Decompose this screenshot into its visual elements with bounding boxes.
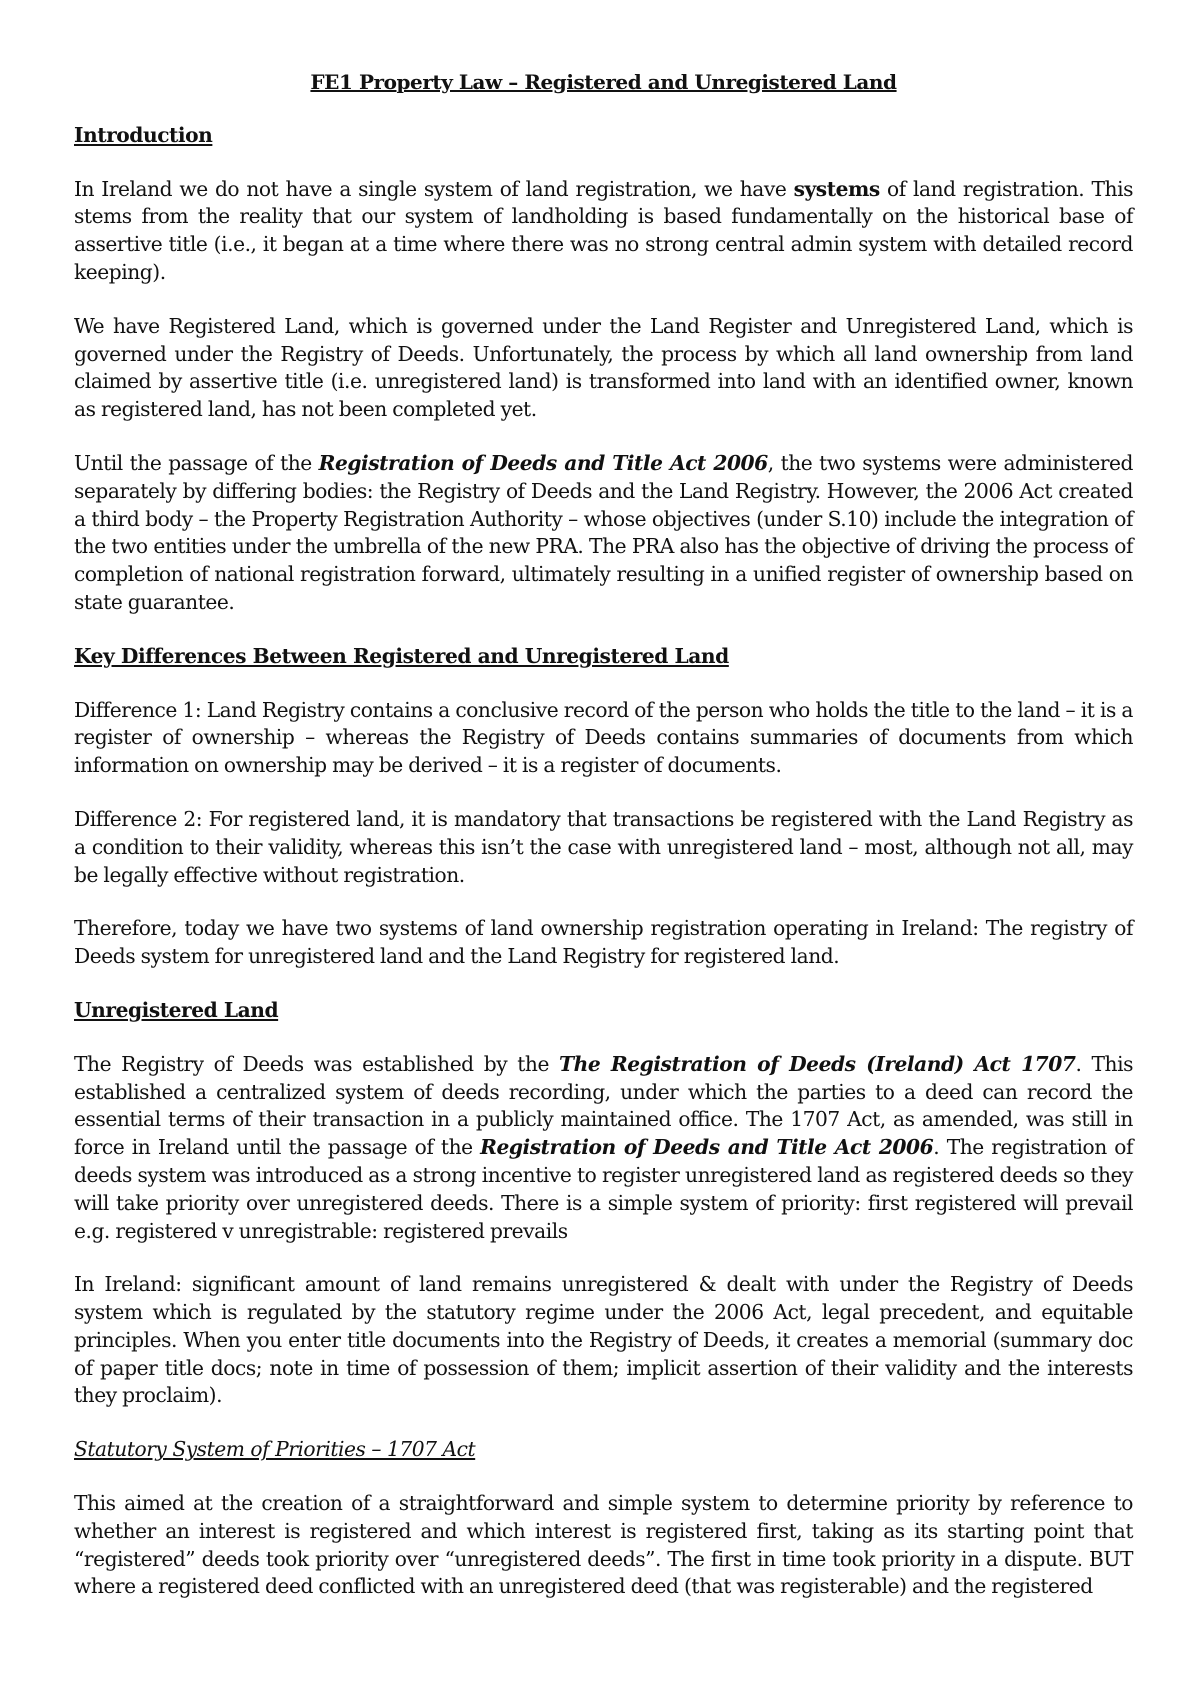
act-citation: The Registration of Deeds (Ireland) Act 1707 [559, 1051, 1076, 1076]
intro-paragraph-2: We have Registered Land, which is governed under the Land Register and Unregistered Land, which is governed under the Registry of Deeds. Unfortunately, the process by which all land ownership from land claimed by assertive title (i.e. unregistered land) is transformed into land with an identified owner, known as registered land, has not been completed yet. [74, 313, 1133, 422]
subheading-statutory-system: Statutory System of Priorities – 1707 Act [74, 1437, 476, 1462]
section-heading-key-differences: Key Differences Between Registered and Unregistered Land [74, 643, 729, 668]
act-citation: Registration of Deeds and Title Act 2006 [480, 1135, 934, 1160]
text-run: , the two systems were administered separately by differing bodies: the Registry of Deeds and the Land Registry. However, the 2006 Act created a third body – the Property Registration Authority – whose objectives (under S.10) include the integration of the two entities under the umbrella of the new PRA. The PRA also has the objective of driving the process of completion of national registration forward, ultimately resulting in a unified register of ownership based on state guarantee. [74, 450, 1134, 614]
text-run: . The registration of deeds system was introduced as a strong incentive to register unregistered land as registered deeds so they will take priority over unregistered deeds. There is a simple system of priority: first registered will prevail e.g. registered v unregistrable: registered prevails [74, 1135, 1133, 1243]
intro-paragraph-1 [74, 176, 1133, 287]
emphasis-systems: systems [793, 176, 880, 201]
text-run: of land registration. This stems from the reality that our system of landholding is based fundamentally on the historical base of assertive title (i.e., it began at a time where there was no strong central admin system with detailed record keeping). [74, 176, 1133, 284]
document-title: FE1 Property Law – Registered and Unregistered Land [310, 70, 897, 94]
text-run: . This established a centralized system of deeds recording, under which the parties to a deed can record the essential terms of their transaction in a publicly maintained office. The 1707 Act, as amended, was still in force in Ireland until the passage of the [74, 1051, 1133, 1160]
text-run: The Registry of Deeds was established by the [74, 1051, 560, 1076]
text-run: Until the passage of the [74, 450, 319, 475]
therefore-paragraph: Therefore, today we have two systems of land ownership registration operating in Ireland: The registry of Deeds system for unregistered land and the Land Registry for registered land. [74, 916, 1133, 969]
unregistered-paragraph-2: In Ireland: significant amount of land remains unregistered & dealt with under the Registry of Deeds system which is regulated by the statutory regime under the 2006 Act, legal precedent, and equitable principles. When you enter title documents into the Registry of Deeds, it creates a memorial (summary doc of paper title docs; note in time of possession of them; implicit assertion of their validity and the interests they proclaim). [74, 1272, 1133, 1408]
act-citation: Registration of Deeds and Title Act 2006 [318, 450, 768, 475]
difference-1-paragraph: Difference 1: Land Registry contains a conclusive record of the person who holds the title to the land – it is a register of ownership – whereas the Registry of Deeds contains summaries of documents from which information on ownership may be derived – it is a register of documents. [74, 697, 1133, 778]
text-run: In Ireland we do not have a single system of land registration, we have [74, 176, 794, 201]
section-heading-introduction: Introduction [74, 122, 213, 147]
difference-2-paragraph: Difference 2: For registered land, it is mandatory that transactions be registered with the Land Registry as a condition to their validity, whereas this isn’t the case with unregistered land – most, although not all, may be legally effective without registration. [74, 806, 1133, 887]
unregistered-paragraph-1 [74, 1051, 1133, 1246]
intro-paragraph-3 [74, 450, 1133, 617]
statutory-paragraph-1: This aimed at the creation of a straightforward and simple system to determine priority by reference to whether an interest is registered and which interest is registered first, taking as its starting point that “registered” deeds took priority over “unregistered deeds”. The first in time took priority in a dispute. BUT where a registered deed conflicted with an unregistered deed (that was registerable) and the registered [74, 1491, 1133, 1599]
section-heading-unregistered-land: Unregistered Land [74, 997, 279, 1022]
